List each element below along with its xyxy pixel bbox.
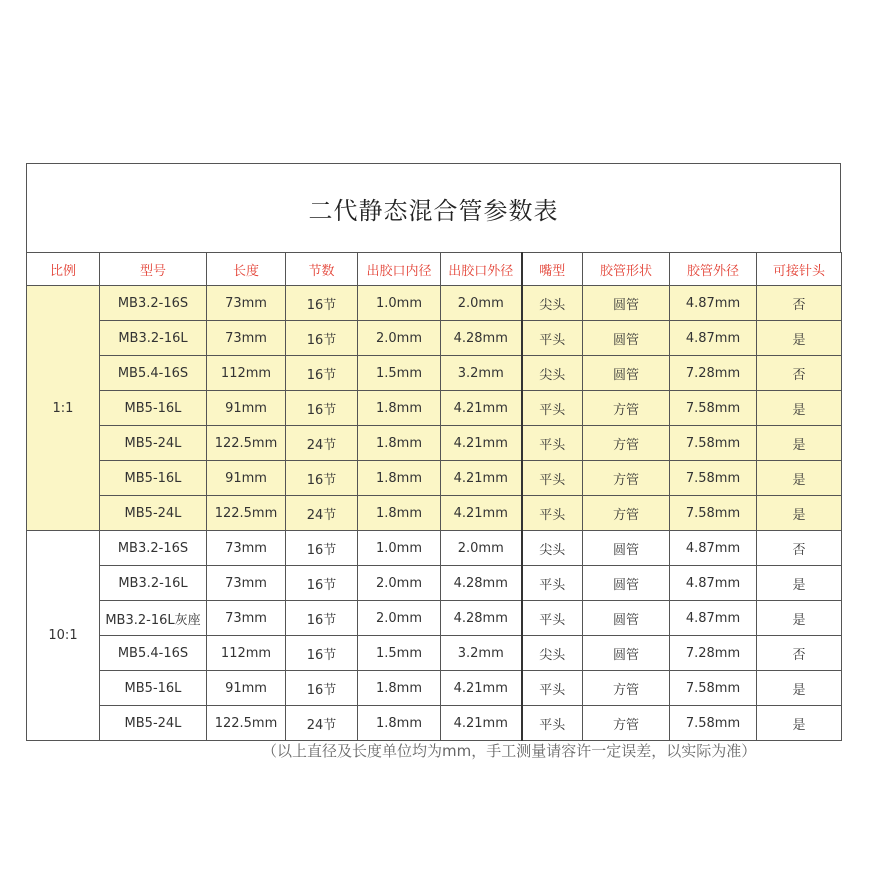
table-row	[27, 636, 842, 671]
tip-type-cell: 平头	[522, 391, 583, 426]
tube-outer-cell: 4.87mm	[670, 321, 757, 356]
tube-outer-cell: 4.87mm	[670, 566, 757, 601]
sections-cell: 24节	[286, 426, 358, 461]
tube-shape-cell: 方管	[583, 496, 670, 531]
tube-shape-cell: 方管	[583, 391, 670, 426]
length-cell: 112mm	[207, 636, 286, 671]
params-table	[26, 252, 842, 741]
length-cell: 91mm	[207, 461, 286, 496]
outlet-outer-cell: 4.21mm	[441, 671, 522, 706]
needle-cell: 是	[757, 461, 842, 496]
outlet-outer-cell: 4.28mm	[441, 601, 522, 636]
outlet-outer-cell: 4.21mm	[441, 496, 522, 531]
model-cell: MB5-24L	[100, 496, 207, 531]
tube-shape-cell: 方管	[583, 461, 670, 496]
ratio-cell: 1:1	[27, 286, 100, 531]
tip-type-cell: 平头	[522, 426, 583, 461]
table-body	[27, 286, 842, 741]
needle-cell: 是	[757, 496, 842, 531]
sections-cell: 16节	[286, 671, 358, 706]
model-cell: MB3.2-16S	[100, 286, 207, 321]
length-cell: 73mm	[207, 286, 286, 321]
needle-cell: 是	[757, 706, 842, 741]
outlet-outer-cell: 4.21mm	[441, 426, 522, 461]
header-row	[27, 253, 842, 286]
outlet-outer-cell: 4.21mm	[441, 461, 522, 496]
model-cell: MB5-24L	[100, 426, 207, 461]
header-tube-outer: 胶管外径	[670, 253, 757, 286]
outlet-inner-cell: 1.8mm	[358, 496, 441, 531]
sections-cell: 16节	[286, 636, 358, 671]
tip-type-cell: 平头	[522, 461, 583, 496]
outlet-inner-cell: 1.8mm	[358, 706, 441, 741]
outlet-inner-cell: 1.8mm	[358, 461, 441, 496]
table-row	[27, 601, 842, 636]
outlet-outer-cell: 4.21mm	[441, 706, 522, 741]
model-cell: MB5-16L	[100, 391, 207, 426]
needle-cell: 是	[757, 601, 842, 636]
table-title: 二代静态混合管参数表	[26, 163, 841, 252]
model-cell: MB5.4-16S	[100, 636, 207, 671]
tip-type-cell: 平头	[522, 566, 583, 601]
tube-shape-cell: 圆管	[583, 286, 670, 321]
header-length: 长度	[207, 253, 286, 286]
needle-cell: 是	[757, 321, 842, 356]
tube-outer-cell: 4.87mm	[670, 531, 757, 566]
table-row	[27, 286, 842, 321]
length-cell: 91mm	[207, 671, 286, 706]
sections-cell: 24节	[286, 496, 358, 531]
tube-shape-cell: 方管	[583, 426, 670, 461]
table-row	[27, 321, 842, 356]
tube-outer-cell: 7.28mm	[670, 636, 757, 671]
params-table-container	[26, 163, 841, 741]
tip-type-cell: 平头	[522, 496, 583, 531]
tip-type-cell: 尖头	[522, 356, 583, 391]
tip-type-cell: 平头	[522, 601, 583, 636]
tube-outer-cell: 7.58mm	[670, 706, 757, 741]
tube-shape-cell: 圆管	[583, 531, 670, 566]
tube-outer-cell: 4.87mm	[670, 286, 757, 321]
outlet-outer-cell: 4.21mm	[441, 391, 522, 426]
length-cell: 73mm	[207, 566, 286, 601]
table-row	[27, 391, 842, 426]
outlet-outer-cell: 3.2mm	[441, 356, 522, 391]
length-cell: 73mm	[207, 601, 286, 636]
tube-outer-cell: 4.87mm	[670, 601, 757, 636]
tube-outer-cell: 7.58mm	[670, 391, 757, 426]
header-sections: 节数	[286, 253, 358, 286]
sections-cell: 16节	[286, 601, 358, 636]
outlet-outer-cell: 2.0mm	[441, 531, 522, 566]
outlet-inner-cell: 1.8mm	[358, 671, 441, 706]
header-model: 型号	[100, 253, 207, 286]
model-cell: MB3.2-16L	[100, 566, 207, 601]
outlet-inner-cell: 1.5mm	[358, 636, 441, 671]
header-outlet-inner: 出胶口内径	[358, 253, 441, 286]
table-row	[27, 496, 842, 531]
table-row	[27, 671, 842, 706]
length-cell: 73mm	[207, 321, 286, 356]
tip-type-cell: 尖头	[522, 531, 583, 566]
length-cell: 112mm	[207, 356, 286, 391]
tube-shape-cell: 圆管	[583, 321, 670, 356]
length-cell: 91mm	[207, 391, 286, 426]
sections-cell: 16节	[286, 566, 358, 601]
needle-cell: 是	[757, 671, 842, 706]
model-cell: MB5-16L	[100, 461, 207, 496]
outlet-inner-cell: 2.0mm	[358, 566, 441, 601]
outlet-inner-cell: 2.0mm	[358, 321, 441, 356]
length-cell: 122.5mm	[207, 706, 286, 741]
model-cell: MB5.4-16S	[100, 356, 207, 391]
needle-cell: 否	[757, 531, 842, 566]
tip-type-cell: 尖头	[522, 636, 583, 671]
sections-cell: 16节	[286, 461, 358, 496]
tube-outer-cell: 7.58mm	[670, 426, 757, 461]
tip-type-cell: 平头	[522, 706, 583, 741]
needle-cell: 是	[757, 391, 842, 426]
tip-type-cell: 平头	[522, 321, 583, 356]
needle-cell: 否	[757, 356, 842, 391]
sections-cell: 16节	[286, 286, 358, 321]
needle-cell: 是	[757, 566, 842, 601]
outlet-outer-cell: 3.2mm	[441, 636, 522, 671]
outlet-outer-cell: 4.28mm	[441, 566, 522, 601]
tube-shape-cell: 圆管	[583, 356, 670, 391]
tube-shape-cell: 圆管	[583, 636, 670, 671]
outlet-inner-cell: 2.0mm	[358, 601, 441, 636]
footnote: （以上直径及长度单位均为mm，手工测量请容许一定误差，以实际为准）	[262, 742, 757, 760]
tip-type-cell: 尖头	[522, 286, 583, 321]
needle-cell: 否	[757, 636, 842, 671]
tube-shape-cell: 圆管	[583, 601, 670, 636]
outlet-outer-cell: 2.0mm	[441, 286, 522, 321]
header-tube-shape: 胶管形状	[583, 253, 670, 286]
outlet-inner-cell: 1.0mm	[358, 286, 441, 321]
tube-outer-cell: 7.58mm	[670, 461, 757, 496]
table-row	[27, 566, 842, 601]
model-cell: MB3.2-16S	[100, 531, 207, 566]
sections-cell: 24节	[286, 706, 358, 741]
model-cell: MB5-16L	[100, 671, 207, 706]
sections-cell: 16节	[286, 391, 358, 426]
length-cell: 73mm	[207, 531, 286, 566]
tube-shape-cell: 方管	[583, 706, 670, 741]
header-ratio: 比例	[27, 253, 100, 286]
tube-outer-cell: 7.58mm	[670, 671, 757, 706]
tube-shape-cell: 方管	[583, 671, 670, 706]
model-cell: MB3.2-16L灰座	[100, 601, 207, 636]
table-row	[27, 356, 842, 391]
table-row	[27, 461, 842, 496]
header-needle: 可接针头	[757, 253, 842, 286]
sections-cell: 16节	[286, 356, 358, 391]
table-row	[27, 426, 842, 461]
outlet-outer-cell: 4.28mm	[441, 321, 522, 356]
header-tip-type: 嘴型	[522, 253, 583, 286]
length-cell: 122.5mm	[207, 426, 286, 461]
header-outlet-outer: 出胶口外径	[441, 253, 522, 286]
needle-cell: 否	[757, 286, 842, 321]
outlet-inner-cell: 1.0mm	[358, 531, 441, 566]
sections-cell: 16节	[286, 321, 358, 356]
tube-outer-cell: 7.58mm	[670, 496, 757, 531]
table-row	[27, 706, 842, 741]
tube-shape-cell: 圆管	[583, 566, 670, 601]
length-cell: 122.5mm	[207, 496, 286, 531]
outlet-inner-cell: 1.8mm	[358, 391, 441, 426]
model-cell: MB3.2-16L	[100, 321, 207, 356]
outlet-inner-cell: 1.5mm	[358, 356, 441, 391]
sections-cell: 16节	[286, 531, 358, 566]
ratio-cell: 10:1	[27, 531, 100, 741]
model-cell: MB5-24L	[100, 706, 207, 741]
tube-outer-cell: 7.28mm	[670, 356, 757, 391]
outlet-inner-cell: 1.8mm	[358, 426, 441, 461]
tip-type-cell: 平头	[522, 671, 583, 706]
table-row	[27, 531, 842, 566]
needle-cell: 是	[757, 426, 842, 461]
